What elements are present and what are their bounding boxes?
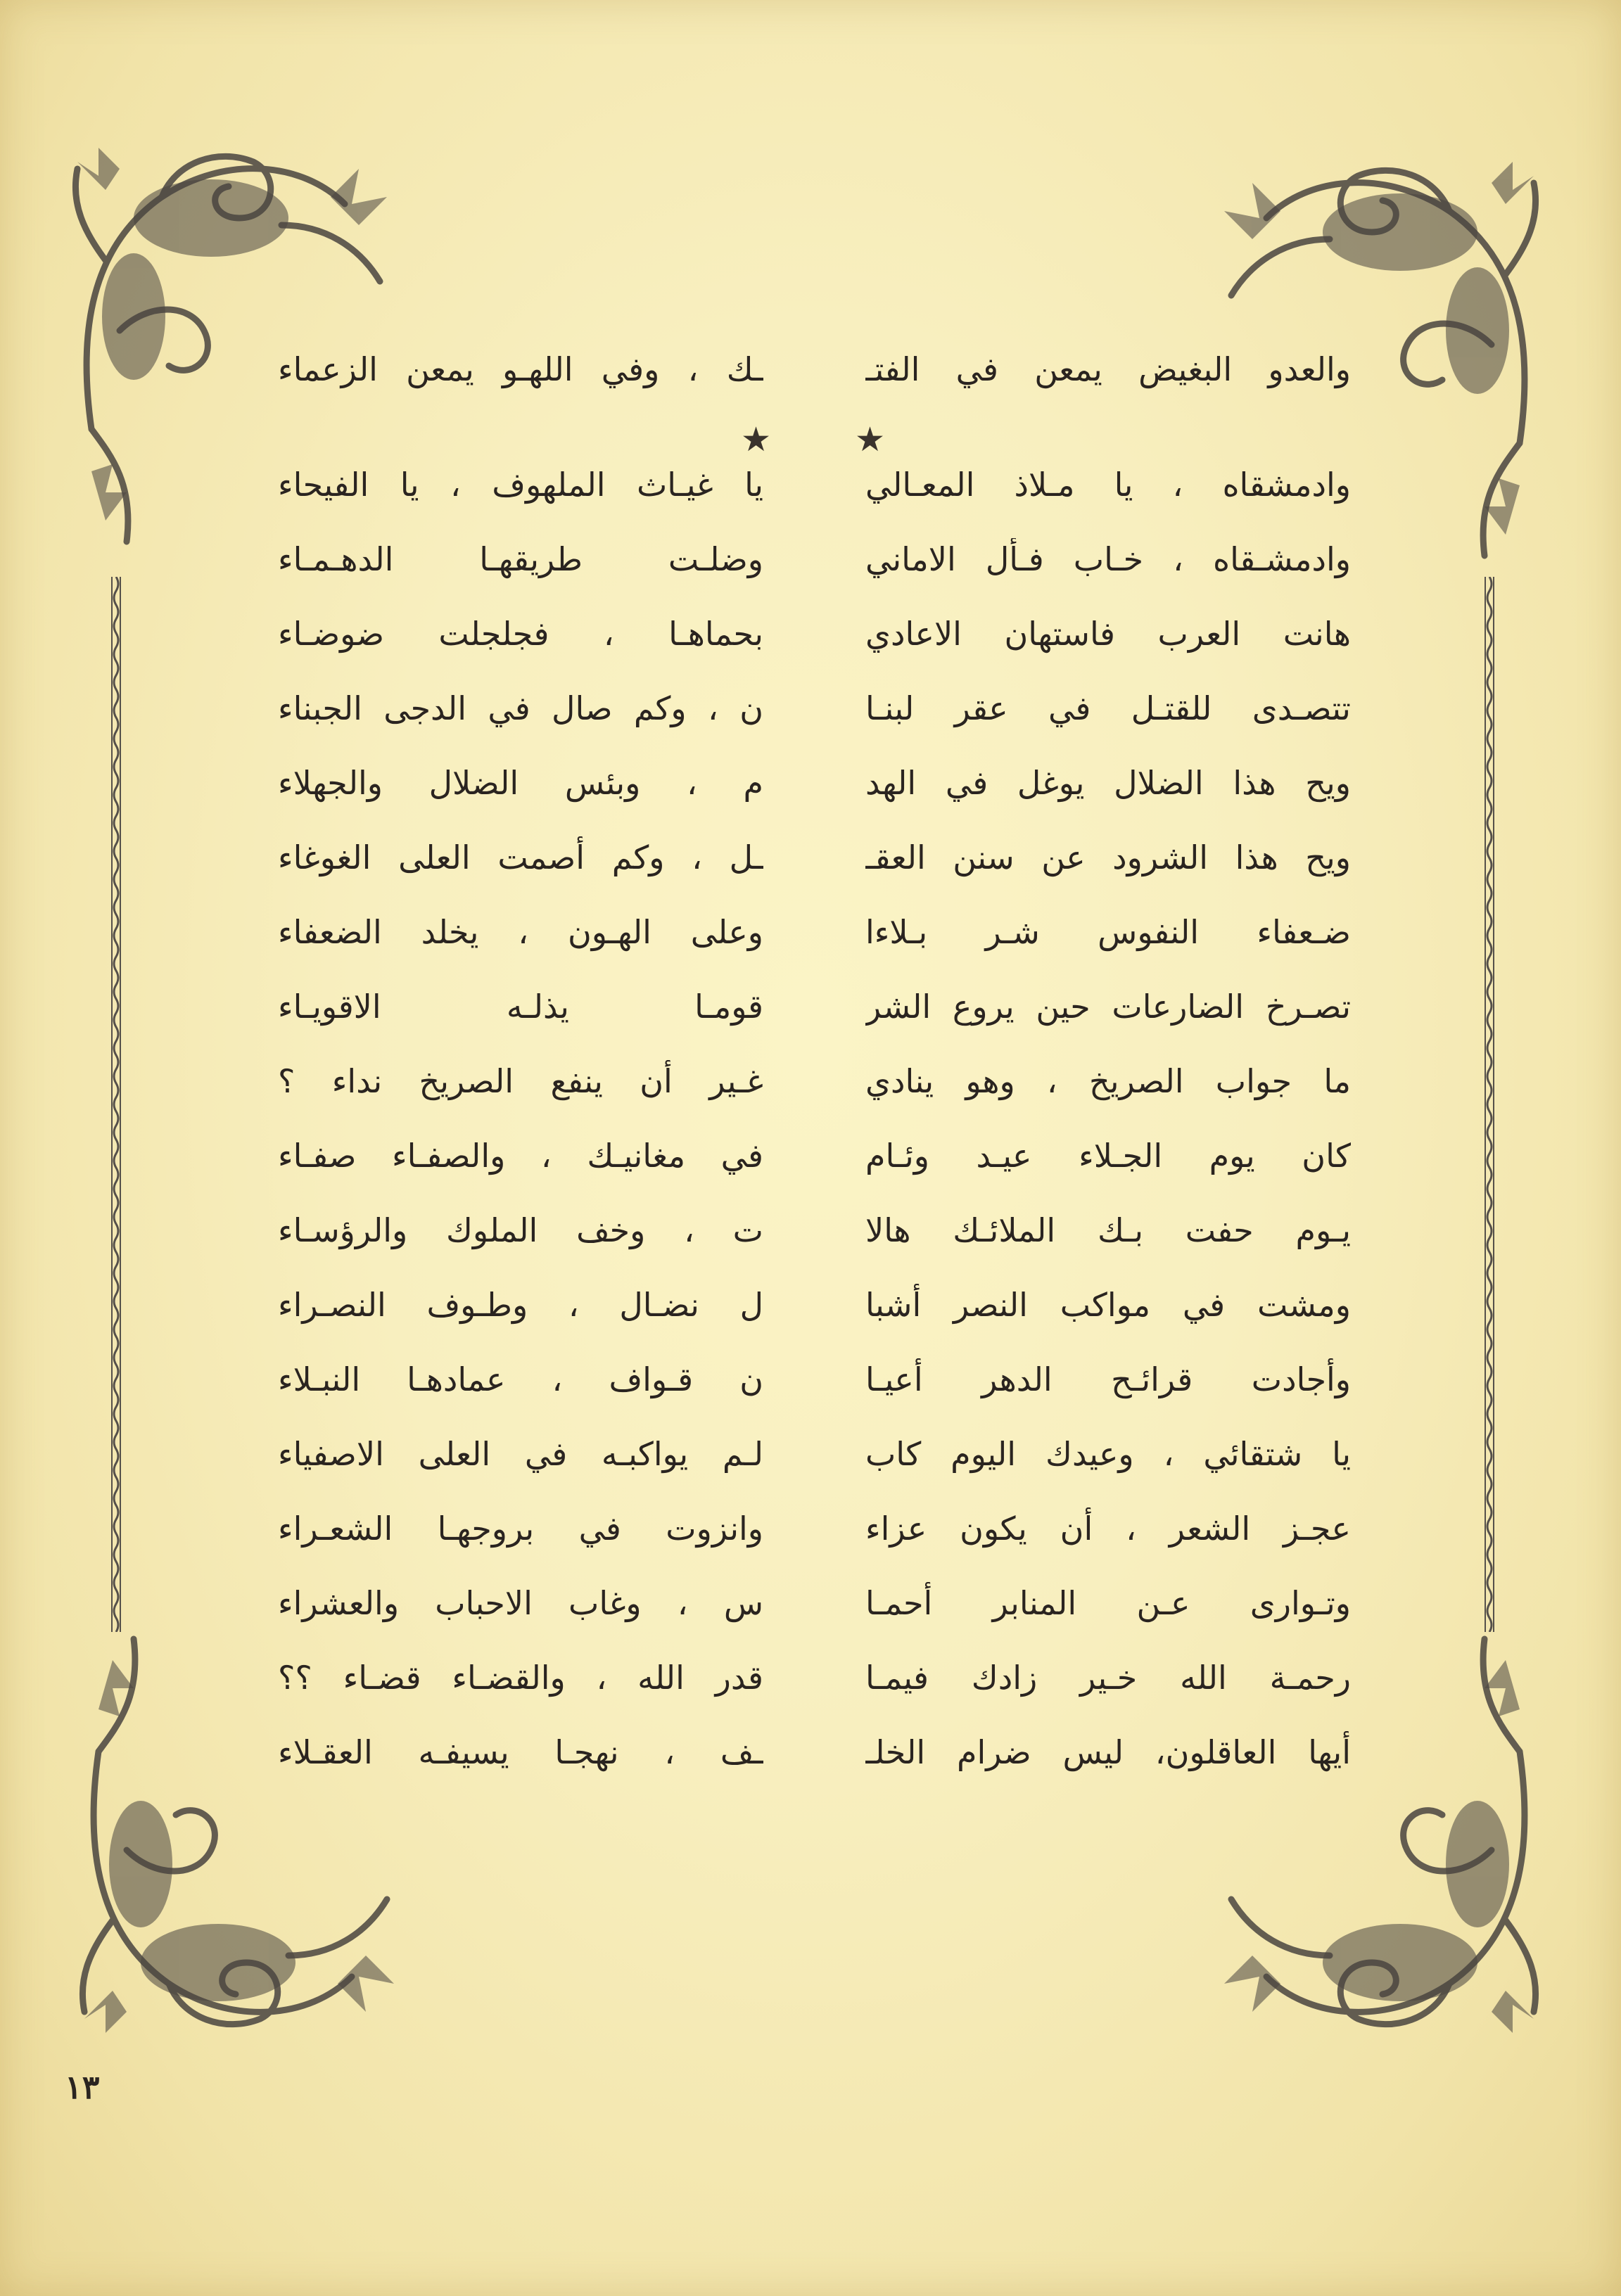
verse-line-4	[278, 613, 1351, 687]
verse-second-hemistich: ـل ، وكم أصمت العلى الغوغاء	[278, 838, 763, 876]
verse-second-hemistich: قدر الله ، والقضـاء قضـاء ؟؟	[278, 1659, 763, 1697]
border-rule-left	[111, 577, 121, 1632]
verse-second-hemistich: ن قـواف ، عمادهـا النبـلاء	[278, 1360, 763, 1398]
star-separator: ★	[741, 420, 772, 459]
poem-body	[278, 348, 1351, 1806]
verse-line-10	[278, 1060, 1351, 1135]
verse-second-hemistich: ل نضـال ، وطـوف النصـراء	[278, 1286, 763, 1324]
verse-second-hemistich: م ، وبئس الضلال والجهلاء	[278, 764, 763, 802]
verse-line-18	[278, 1657, 1351, 1731]
verse-line-7	[278, 836, 1351, 911]
verse-line-8	[278, 911, 1351, 986]
verse-first-hemistich: عجـز الشعر ، أن يكون عزاء	[865, 1510, 1351, 1548]
star-separator: ★	[855, 420, 886, 459]
verse-first-hemistich: يا شتقائي ، وعيدك اليوم كاب	[865, 1435, 1351, 1473]
verse-second-hemistich: ـف ، نهجـا يسيفـه العقـلاء	[278, 1733, 763, 1771]
verse-line-5	[278, 687, 1351, 762]
verse-second-hemistich: قومـا يذلـه الاقويـاء	[278, 988, 763, 1026]
verse-line-1	[278, 348, 1351, 423]
verse-first-hemistich: وتـوارى عـن المنابر أحمـا	[865, 1584, 1351, 1622]
verse-first-hemistich: ويح هذا الضلال يوغل في الهد	[865, 764, 1351, 802]
border-rule-right	[1485, 577, 1494, 1632]
verse-first-hemistich: أيها العاقلون، ليس ضرام الخلـ	[865, 1733, 1351, 1771]
verse-line-11	[278, 1135, 1351, 1209]
verse-second-hemistich: بحماهـا ، فجلجلت ضوضـاء	[278, 615, 763, 653]
verse-second-hemistich: وعلى الهـون ، يخلد الضعفاء	[278, 913, 763, 951]
verse-line-19	[278, 1731, 1351, 1806]
verse-second-hemistich: س ، وغاب الاحباب والعشراء	[278, 1584, 763, 1622]
verse-first-hemistich: يـوم حفت بـك الملائـك هالا	[865, 1211, 1351, 1249]
verse-second-hemistich: ن ، وكم صال في الدجى الجبناء	[278, 689, 763, 727]
verse-first-hemistich: ضـعفاء النفوس شـر بـلاءا	[865, 913, 1351, 951]
verse-second-hemistich: في مغانيـك ، والصفـاء صفـاء	[278, 1137, 763, 1175]
verse-first-hemistich: والعدو البغيض يمعن في الفتـ	[865, 350, 1351, 388]
verse-line-15	[278, 1433, 1351, 1507]
verse-line-12	[278, 1209, 1351, 1284]
verse-first-hemistich: هانت العرب فاستهان الاعادي	[865, 615, 1351, 653]
section-separator	[278, 420, 1351, 464]
verse-first-hemistich: ومشت في مواكب النصر أشبا	[865, 1286, 1351, 1324]
verse-first-hemistich: وادمشـقاه ، خـاب فـأل الاماني	[865, 540, 1351, 578]
verse-line-3	[278, 538, 1351, 613]
verse-first-hemistich: تصـرخ الضارعات حين يروع الشر	[865, 988, 1351, 1026]
verse-first-hemistich: ما جواب الصريخ ، وهو ينادي	[865, 1062, 1351, 1100]
verse-line-2	[278, 464, 1351, 538]
verse-line-17	[278, 1582, 1351, 1657]
verse-line-6	[278, 762, 1351, 836]
verse-second-hemistich: وضلـت طريقهـا الدهـمـاء	[278, 540, 763, 578]
verse-second-hemistich: ـك ، وفي اللهـو يمعن الزعماء	[278, 350, 763, 388]
verse-first-hemistich: تتصـدى للقتـل في عقر لبنـا	[865, 689, 1351, 727]
verse-second-hemistich: وانزوت في بروجهـا الشعـراء	[278, 1510, 763, 1548]
verse-first-hemistich: وأجادت قرائـح الدهر أعيـا	[865, 1360, 1351, 1398]
verse-line-16	[278, 1507, 1351, 1582]
verse-line-9	[278, 986, 1351, 1060]
verse-line-14	[278, 1358, 1351, 1433]
verse-first-hemistich: وادمشقاه ، يا مـلاذ المعـالي	[865, 466, 1351, 504]
verse-second-hemistich: ت ، وخف الملوك والرؤسـاء	[278, 1211, 763, 1249]
verse-first-hemistich: رحمـة الله خـير زادك فيمـا	[865, 1659, 1351, 1697]
verse-second-hemistich: غـير أن ينفع الصريخ نداء ؟	[278, 1062, 763, 1100]
verse-line-13	[278, 1284, 1351, 1358]
page-number: ١٣	[65, 2068, 100, 2106]
verse-second-hemistich: يا غيـاث الملهوف ، يا الفيحاء	[278, 466, 763, 504]
verse-first-hemistich: ويح هذا الشرود عن سنن العقـ	[865, 838, 1351, 876]
verse-second-hemistich: لـم يواكبـه في العلى الاصفياء	[278, 1435, 763, 1473]
verse-first-hemistich: كان يوم الجـلاء عيـد وئـام	[865, 1137, 1351, 1175]
